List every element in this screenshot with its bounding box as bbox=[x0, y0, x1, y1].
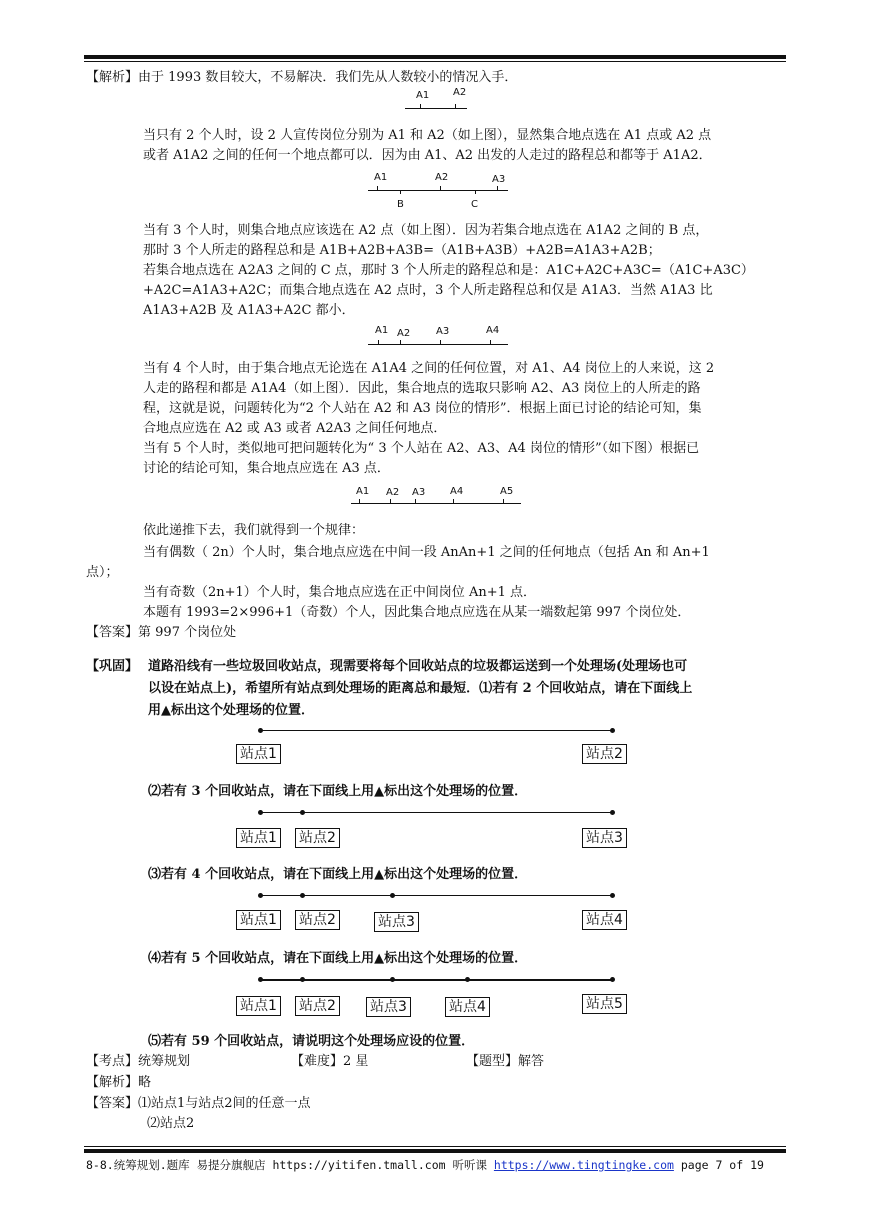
station-dot bbox=[258, 977, 263, 982]
kaodian-tag: 【考点】 bbox=[86, 1054, 139, 1069]
question-3: ⑶若有 4 个回收站点，请在下面线上用▲标出这个处理场的位置． bbox=[148, 867, 528, 882]
meta-tixing bbox=[466, 1050, 544, 1069]
tick bbox=[378, 340, 379, 344]
tick bbox=[440, 340, 441, 344]
station-box-3: 站点3 bbox=[374, 912, 419, 932]
tick bbox=[490, 340, 491, 344]
tick bbox=[400, 340, 401, 344]
label-a2: A2 bbox=[386, 487, 400, 498]
tick bbox=[415, 499, 416, 503]
question-2: ⑵若有 3 个回收站点，请在下面线上用▲标出这个处理场的位置． bbox=[148, 784, 528, 799]
tixing-value: 解答 bbox=[518, 1054, 545, 1069]
tick bbox=[400, 190, 401, 194]
analysis-tag: 【解析】 bbox=[86, 70, 139, 85]
road-line bbox=[261, 895, 613, 896]
station-dot bbox=[258, 893, 263, 898]
station-dot bbox=[610, 810, 615, 815]
diagram-line bbox=[368, 190, 508, 191]
para-two-2: 或者 A1A2 之间的任何一个地点都可以．因为由 A1、A2 出发的人走过的路程总和都等于 A1A2． bbox=[143, 148, 712, 163]
footer-left: 8-8.统筹规划.题库 易提分旗舰店 https://yitifen.tmall.com 听听课 bbox=[86, 1158, 494, 1172]
label-a3: A3 bbox=[436, 326, 450, 337]
consolidate-tag: 【巩固】 bbox=[86, 659, 139, 674]
station-dot bbox=[390, 977, 395, 982]
station-dot bbox=[390, 893, 395, 898]
analysis-intro: 由于 1993 数目较大，不易解决．我们先从人数较小的情况入手． bbox=[138, 70, 518, 85]
label-a3: A3 bbox=[412, 487, 426, 498]
station-dot bbox=[610, 977, 615, 982]
road-line bbox=[261, 979, 613, 981]
tick bbox=[377, 186, 378, 190]
station-box-1: 站点1 bbox=[236, 910, 281, 930]
station-box-1: 站点1 bbox=[236, 828, 281, 848]
diagram-line bbox=[368, 344, 508, 345]
meta-answer bbox=[86, 1092, 311, 1111]
kaodian-value: 统筹规划 bbox=[138, 1054, 191, 1069]
label-a1: A1 bbox=[356, 486, 370, 497]
jiexi-value: 略 bbox=[138, 1075, 152, 1090]
station-box-1: 站点1 bbox=[236, 996, 281, 1016]
para-four-1: 当有 4 个人时，由于集合地点无论选在 A1A4 之间的任何位置，对 A1、A4 岗位上的人来说，这 2 bbox=[143, 361, 715, 376]
station-dot bbox=[610, 893, 615, 898]
label-a2: A2 bbox=[453, 87, 467, 98]
para-five-2: 讨论的结论可知，集合地点应选在 A3 点． bbox=[143, 461, 390, 476]
para-three-1: 当有 3 个人时，则集合地点应该选在 A2 点（如上图）．因为若集合地点选在 A1A2 之间的 B 点， bbox=[143, 223, 709, 238]
label-a1: A1 bbox=[375, 325, 389, 336]
answer-text: 第 997 个岗位处 bbox=[138, 625, 237, 640]
tixing-tag: 【题型】 bbox=[466, 1054, 519, 1069]
para-three-4: +A2C=A1A3+A2C；而集合地点选在 A2 点时，3 个人所走路程总和仅是 A1A3．当然 A1A3 比 bbox=[143, 283, 713, 298]
label-a3: A3 bbox=[492, 174, 506, 185]
para-four-3: 程，这就是说，问题转化为“2 个人站在 A2 和 A3 岗位的情形”．根据上面已讨论的结论可知，集 bbox=[143, 401, 702, 416]
tick bbox=[475, 190, 476, 194]
para-five-1: 当有 5 个人时，类似地可把问题转化为“ 3 个人站在 A2、A3、A4 岗位的情形”（如下图）根据已 bbox=[143, 441, 700, 456]
label-a2: A2 bbox=[397, 328, 411, 339]
analysis-line-intro bbox=[86, 66, 517, 85]
para-three-5: A1A3+A2B 及 A1A3+A2C 都小． bbox=[143, 303, 355, 318]
label-a1: A1 bbox=[416, 90, 430, 101]
tick bbox=[455, 104, 456, 108]
label-a1: A1 bbox=[374, 172, 388, 183]
para-odd: 当有奇数（2n+1）个人时，集合地点应选在正中间岗位 An+1 点． bbox=[143, 585, 536, 600]
label-a2: A2 bbox=[435, 172, 449, 183]
label-b: B bbox=[397, 199, 404, 210]
footer bbox=[86, 1157, 764, 1173]
answer-line bbox=[86, 621, 236, 640]
footer-rule-thick bbox=[84, 1149, 786, 1153]
road-line bbox=[261, 730, 613, 731]
para-conclusion: 本题有 1993=2×996+1（奇数）个人，因此集合地点应选在从某一端数起第 997 个岗位处． bbox=[143, 605, 691, 620]
question-4: ⑷若有 5 个回收站点，请在下面线上用▲标出这个处理场的位置． bbox=[148, 951, 528, 966]
para-even-1: 当有偶数（ 2n）个人时，集合地点应选在中间一段 AnAn+1 之间的任何地点（包括 An 和 An+1 bbox=[143, 545, 710, 560]
para-two-1: 当只有 2 个人时，设 2 人宣传岗位分别为 A1 和 A2（如上图），显然集合地点选在 A1 点或 A2 点 bbox=[143, 128, 712, 143]
para-four-4: 合地点应选在 A2 或 A3 或者 A2A3 之间任何地点． bbox=[143, 421, 447, 436]
station-dot bbox=[258, 728, 263, 733]
tick bbox=[497, 186, 498, 190]
station-box-2: 站点2 bbox=[582, 744, 627, 764]
station-dot bbox=[465, 977, 470, 982]
answer-value-2: ⑵站点2 bbox=[147, 1116, 195, 1131]
jiexi-tag: 【解析】 bbox=[86, 1075, 139, 1090]
tick bbox=[453, 499, 454, 503]
station-dot bbox=[610, 728, 615, 733]
label-a5: A5 bbox=[500, 486, 514, 497]
diagram-line bbox=[351, 503, 521, 504]
station-box-4: 站点4 bbox=[582, 910, 627, 930]
station-box-3: 站点3 bbox=[582, 828, 627, 848]
diagram-line bbox=[405, 108, 467, 109]
station-dot bbox=[258, 810, 263, 815]
station-dot bbox=[300, 893, 305, 898]
answer-tag: 【答案】 bbox=[86, 1096, 139, 1111]
footer-rule-thin bbox=[84, 1146, 786, 1147]
station-box-1: 站点1 bbox=[236, 744, 281, 764]
footer-page: page 7 of 19 bbox=[673, 1158, 764, 1172]
station-box-3: 站点3 bbox=[366, 997, 411, 1017]
nandu-tag: 【难度】 bbox=[291, 1054, 344, 1069]
label-c: C bbox=[471, 199, 478, 210]
tick bbox=[390, 499, 391, 503]
footer-link[interactable]: https://www.tingtingke.com bbox=[493, 1158, 674, 1172]
station-box-4: 站点4 bbox=[445, 997, 490, 1017]
answer-value-1: ⑴站点1与站点2间的任意一点 bbox=[138, 1096, 311, 1111]
station-box-2: 站点2 bbox=[295, 828, 340, 848]
nandu-value: 2 星 bbox=[343, 1054, 369, 1069]
station-box-2: 站点2 bbox=[295, 996, 340, 1016]
para-even-2: 点）； bbox=[86, 565, 119, 580]
para-four-2: 人走的路程和都是 A1A4（如上图）．因此，集合地点的选取只影响 A2、A3 岗位上的人所走的路 bbox=[143, 381, 701, 396]
label-a4: A4 bbox=[450, 486, 464, 497]
para-three-2: 那时 3 个人所走的路程总和是 A1B+A2B+A3B=（A1B+A3B）+A2B=A1A3+A2B； bbox=[143, 243, 661, 258]
station-dot bbox=[300, 977, 305, 982]
meta-nandu bbox=[291, 1050, 368, 1069]
meta-kaodian bbox=[86, 1050, 190, 1069]
label-a4: A4 bbox=[486, 325, 500, 336]
station-dot bbox=[300, 810, 305, 815]
road-line bbox=[261, 812, 613, 813]
consolidate-line-2: 以设在站点上)，希望所有站点到处理场的距离总和最短．⑴若有 2 个回收站点，请在下面线上 bbox=[148, 681, 693, 696]
consolidate-line-3: 用▲标出这个处理场的位置． bbox=[148, 703, 314, 718]
station-box-2: 站点2 bbox=[295, 910, 340, 930]
para-three-3: 若集合地点选在 A2A3 之间的 C 点，那时 3 个人所走的路程总和是：A1C+A2C+A3C=（A1C+A3C） bbox=[143, 263, 754, 278]
answer-tag: 【答案】 bbox=[86, 625, 139, 640]
header-rule-thin bbox=[84, 61, 786, 62]
header-rule-thick bbox=[84, 55, 786, 59]
tick bbox=[359, 499, 360, 503]
para-rule: 依此递推下去，我们就得到一个规律： bbox=[143, 523, 365, 538]
tick bbox=[503, 499, 504, 503]
tick bbox=[420, 104, 421, 108]
meta-jiexi bbox=[86, 1071, 151, 1090]
consolidate-line-1: 道路沿线有一些垃圾回收站点，现需要将每个回收站点的垃圾都运送到一个处理场(处理场也可 bbox=[148, 659, 688, 674]
station-box-5: 站点5 bbox=[582, 994, 627, 1014]
tick bbox=[440, 186, 441, 190]
question-5: ⑸若有 59 个回收站点，请说明这个处理场应设的位置． bbox=[148, 1034, 475, 1049]
